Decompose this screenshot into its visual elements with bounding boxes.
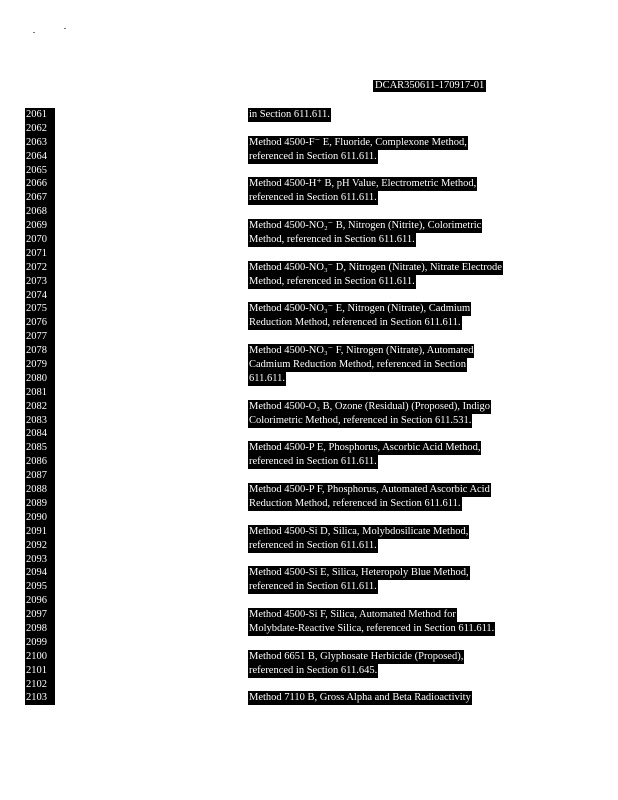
text-line-content: referenced in Section 611.611.	[249, 150, 377, 162]
line-number: 2103	[25, 691, 55, 705]
line-number: 2087	[25, 469, 55, 483]
line-number: 2079	[25, 358, 55, 372]
text-line-content: Method 4500-Si F, Silica, Automated Method for	[249, 609, 456, 621]
text-line	[248, 191, 503, 205]
text-line	[248, 219, 503, 233]
line-number: 2082	[25, 400, 55, 414]
document-body	[248, 108, 503, 705]
text-line	[248, 289, 503, 303]
text-line-content: Method 4500-NO₂⁻ B, Nitrogen (Nitrite), Colorimetric	[249, 220, 482, 232]
line-number: 2088	[25, 483, 55, 497]
text-line	[248, 511, 503, 525]
text-line	[248, 414, 503, 428]
text-line	[248, 205, 503, 219]
text-line-content: Colorimetric Method, referenced in Section 611.531.	[249, 414, 472, 426]
line-number: 2101	[25, 664, 55, 678]
line-number: 2063	[25, 136, 55, 150]
text-line-content: Method 4500-O₃ B, Ozone (Residual) (Proposed), Indigo	[249, 400, 491, 412]
line-number: 2093	[25, 553, 55, 567]
text-line	[248, 691, 503, 705]
text-line	[248, 136, 503, 150]
line-number: 2092	[25, 539, 55, 553]
text-line	[248, 427, 503, 441]
text-line	[248, 469, 503, 483]
text-line	[248, 247, 503, 261]
text-line	[248, 344, 503, 358]
text-line-content: referenced in Section 611.611.	[249, 539, 377, 551]
text-line	[248, 525, 503, 539]
line-number: 2071	[25, 247, 55, 261]
line-number: 2097	[25, 608, 55, 622]
line-number: 2064	[25, 150, 55, 164]
line-number: 2078	[25, 344, 55, 358]
line-number: 2062	[25, 122, 55, 136]
text-line	[248, 539, 503, 553]
text-line-content: referenced in Section 611.645.	[249, 664, 378, 676]
text-line-content: Method 4500-Si D, Silica, Molybdosilicate Method,	[249, 525, 469, 537]
text-line	[248, 553, 503, 567]
line-number: 2094	[25, 566, 55, 580]
text-line	[248, 330, 503, 344]
scan-speck	[64, 28, 66, 29]
line-number: 2096	[25, 594, 55, 608]
text-line	[248, 177, 503, 191]
line-number: 2095	[25, 580, 55, 594]
text-line	[248, 164, 503, 178]
text-line-content: Method 4500-F⁻ E, Fluoride, Complexone Method,	[249, 136, 467, 148]
text-line	[248, 622, 503, 636]
text-line-content: Method 4500-NO₃⁻ F, Nitrogen (Nitrate), Automated	[249, 345, 474, 357]
text-line	[248, 372, 503, 386]
line-number: 2070	[25, 233, 55, 247]
line-number: 2075	[25, 302, 55, 316]
scan-speck	[33, 32, 35, 33]
text-line-content: in Section 611.611.	[249, 109, 330, 120]
line-number: 2066	[25, 177, 55, 191]
text-line	[248, 400, 503, 414]
text-line-content: Method 4500-NO₃⁻ D, Nitrogen (Nitrate), Nitrate Electrode	[249, 261, 502, 273]
text-line	[248, 358, 503, 372]
document-code: DCAR350611-170917-01	[375, 80, 485, 91]
text-line	[248, 608, 503, 622]
line-number: 2084	[25, 427, 55, 441]
text-line-content: Molybdate-Reactive Silica, referenced in Section 611.611.	[249, 622, 495, 634]
text-line-content: Method 4500-H⁺ B, pH Value, Electrometric Method,	[249, 178, 477, 190]
line-number-column	[25, 108, 55, 705]
line-number: 2090	[25, 511, 55, 525]
line-number: 2069	[25, 219, 55, 233]
line-number: 2077	[25, 330, 55, 344]
line-number: 2099	[25, 636, 55, 650]
text-line	[248, 566, 503, 580]
text-line	[248, 316, 503, 330]
text-line-content: 611.611.	[249, 372, 285, 384]
text-line-content: referenced in Section 611.611.	[249, 192, 377, 204]
line-number: 2081	[25, 386, 55, 400]
text-line	[248, 275, 503, 289]
line-number: 2091	[25, 525, 55, 539]
text-line	[248, 594, 503, 608]
text-line	[248, 455, 503, 469]
text-line-content: Cadmium Reduction Method, referenced in Section	[249, 359, 466, 371]
line-number: 2073	[25, 275, 55, 289]
text-line	[248, 580, 503, 594]
text-line	[248, 150, 503, 164]
line-number: 2067	[25, 191, 55, 205]
line-number: 2086	[25, 455, 55, 469]
text-line-content: Method, referenced in Section 611.611.	[249, 275, 415, 287]
line-number: 2065	[25, 164, 55, 178]
text-line	[248, 441, 503, 455]
text-line-content: Reduction Method, referenced in Section 611.611.	[249, 317, 461, 329]
text-line-content: Method 7110 B, Gross Alpha and Beta Radioactivity	[249, 692, 471, 704]
line-number: 2068	[25, 205, 55, 219]
text-line-content: Method 4500-P E, Phosphorus, Ascorbic Acid Method,	[249, 442, 481, 454]
line-number: 2061	[25, 108, 55, 122]
text-line	[248, 233, 503, 247]
scan-specks	[28, 26, 78, 38]
line-number: 2080	[25, 372, 55, 386]
text-line	[248, 678, 503, 692]
line-number: 2100	[25, 650, 55, 664]
text-line	[248, 483, 503, 497]
text-line-content: Method, referenced in Section 611.611.	[249, 234, 415, 246]
line-number: 2074	[25, 289, 55, 303]
text-line	[248, 497, 503, 511]
text-line-content: Reduction Method, referenced in Section 611.611.	[249, 497, 461, 509]
line-number: 2089	[25, 497, 55, 511]
text-line-content: referenced in Section 611.611.	[249, 456, 377, 468]
text-line	[248, 386, 503, 400]
text-line-content: Method 6651 B, Glyphosate Herbicide (Proposed),	[249, 650, 464, 662]
text-line	[248, 650, 503, 664]
line-number: 2076	[25, 316, 55, 330]
text-line	[248, 664, 503, 678]
text-line	[248, 122, 503, 136]
text-line	[248, 636, 503, 650]
text-line-content: Method 4500-NO₃⁻ E, Nitrogen (Nitrate), Cadmium	[249, 303, 471, 315]
line-number: 2102	[25, 678, 55, 692]
line-number: 2085	[25, 441, 55, 455]
text-line-content: Method 4500-P F, Phosphorus, Automated Ascorbic Acid	[249, 484, 490, 496]
text-line	[248, 108, 503, 122]
text-line	[248, 261, 503, 275]
text-line-content: referenced in Section 611.611.	[249, 581, 377, 593]
text-line	[248, 302, 503, 316]
text-line-content: Method 4500-Si E, Silica, Heteropoly Blue Method,	[249, 567, 469, 579]
line-number: 2072	[25, 261, 55, 275]
line-number: 2083	[25, 414, 55, 428]
line-number: 2098	[25, 622, 55, 636]
